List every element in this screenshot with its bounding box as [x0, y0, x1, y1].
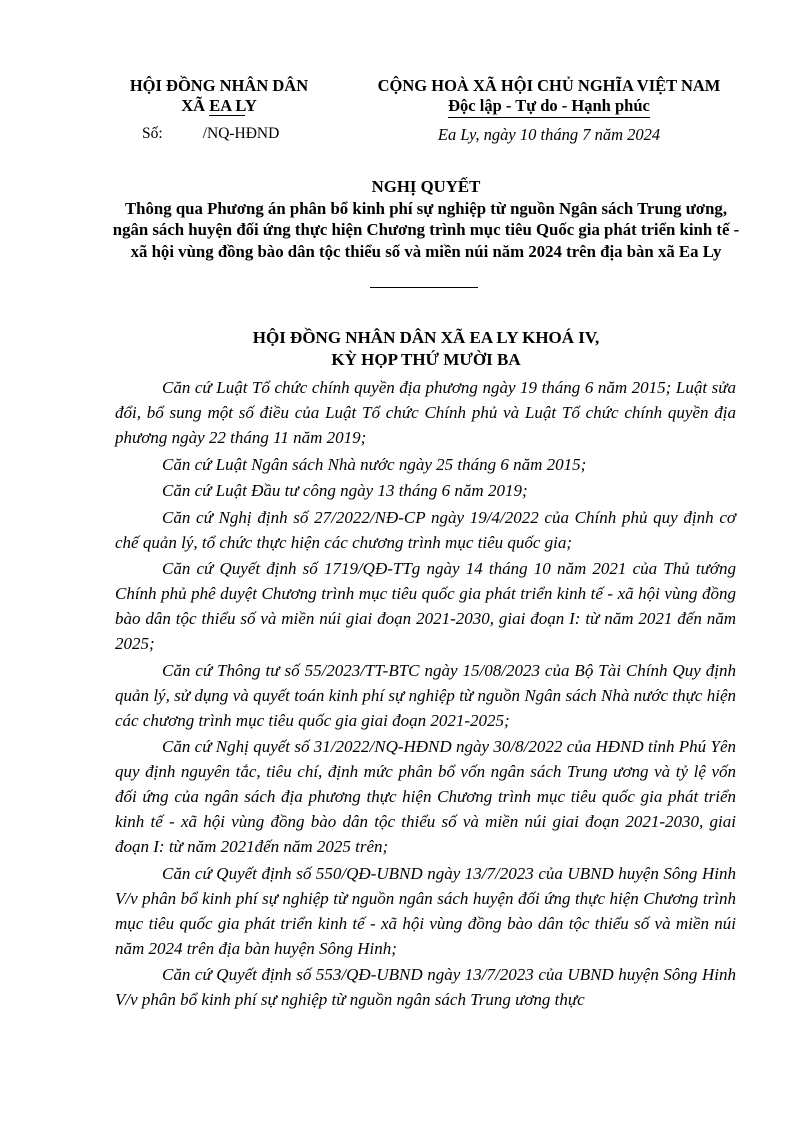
legal-basis-paragraph: Căn cứ Quyết định số 1719/QĐ-TTg ngày 14 tháng 10 năm 2021 của Thủ tướng Chính phủ phê duyệt Chương trình mục tiêu quốc gia phát triển kinh tế - xã hội vùng đồng bào dân tộc thiểu số và miền núi giai đoạn 2021-2030, giai đoạn I: từ năm 2021 đến năm 2025; [115, 559, 736, 653]
national-motto: Độc lập - Tự do - Hạnh phúc [448, 96, 650, 118]
country-name: CỘNG HOÀ XÃ HỘI CHỦ NGHĨA VIỆT NAM [377, 76, 721, 95]
legal-bases [115, 375, 736, 1014]
council-line-1: HỘI ĐỒNG NHÂN DÂN XÃ EA LY KHOÁ IV, [252, 328, 600, 347]
document-title [112, 176, 740, 262]
authority-line-2-prefix: XÃ [181, 96, 210, 115]
legal-basis-paragraph: Căn cứ Nghị định số 27/2022/NĐ-CP ngày 19/4/2022 của Chính phủ quy định cơ chế quản lý, tổ chức thực hiện các chương trình mục tiêu quốc gia; [115, 507, 736, 552]
issuing-authority [110, 76, 328, 116]
authority-line-2 [110, 96, 328, 116]
legal-basis-paragraph: Căn cứ Quyết định số 553/QĐ-UBND ngày 13/7/2023 của UBND huyện Sông Hinh V/v phân bổ kinh phí sự nghiệp từ nguồn ngân sách Trung ương thực [115, 965, 736, 1009]
title-divider [370, 287, 478, 288]
legal-basis-paragraph: Căn cứ Luật Đầu tư công ngày 13 tháng 6 năm 2019; [162, 481, 528, 500]
document-number [142, 125, 279, 143]
national-header [356, 76, 742, 118]
legal-basis-paragraph: Căn cứ Thông tư số 55/2023/TT-BTC ngày 15/08/2023 của Bộ Tài Chính Quy định quản lý, sử dụng và quyết toán kinh phí sự nghiệp từ nguồn Ngân sách Nhà nước thực hiện các chương trình mục tiêu quốc gia giai đoạn 2021-2025; [115, 660, 736, 730]
authority-line-2-suffix: Y [244, 96, 257, 115]
legal-basis-paragraph: Căn cứ Luật Ngân sách Nhà nước ngày 25 tháng 6 năm 2015; [162, 454, 587, 474]
place-date: Ea Ly, ngày 10 tháng 7 năm 2024 [437, 125, 661, 144]
document-subject: Thông qua Phương án phân bổ kinh phí sự nghiệp từ nguồn Ngân sách Trung ương, ngân sách huyện đối ứng thực hiện Chương trình mục tiêu Quốc gia phát triển kinh tế - xã hội vùng đồng bào dân tộc thiểu số và miền núi năm 2024 trên địa bàn xã Ea Ly [112, 198, 740, 261]
legal-basis-paragraph: Căn cứ Quyết định số 550/QĐ-UBND ngày 13/7/2023 của UBND huyện Sông Hinh V/v phân bổ kinh phí sự nghiệp từ nguồn ngân sách huyện đối ứng thực hiện Chương trình mục tiêu quốc gia phát triển kinh tế - xã hội vùng đồng bào dân tộc thiểu số và miền núi năm 2024 trên địa bàn huyện Sông Hinh; [115, 863, 736, 958]
document-type: NGHỊ QUYẾT [371, 177, 481, 196]
council-line-2: KỲ HỌP THỨ MƯỜI BA [331, 350, 521, 369]
legal-basis-paragraph: Căn cứ Nghị quyết số 31/2022/NQ-HĐND ngày 30/8/2022 của HĐND tỉnh Phú Yên quy định nguyên tắc, tiêu chí, định mức phân bổ vốn ngân sách Trung ương và tỷ lệ vốn đối ứng của ngân sách địa phương thực hiện Chương trình mục tiêu quốc gia phát triển kinh tế - xã hội vùng đồng bào dân tộc thiểu số và miền núi giai đoạn 2021-2030, giai đoạn I: từ năm 2021đến năm 2025 trên; [115, 737, 736, 856]
number-label: Số: [142, 125, 163, 142]
council-heading [112, 327, 740, 371]
number-code: /NQ-HĐND [202, 125, 280, 142]
legal-basis-paragraph: Căn cứ Luật Tổ chức chính quyền địa phương ngày 19 tháng 6 năm 2015; Luật sửa đổi, bổ sung một số điều của Luật Tổ chức Chính phủ và Luật Tổ chức chính quyền địa phương ngày 22 tháng 11 năm 2019; [115, 378, 736, 447]
authority-line-2-underlined: EA L [209, 96, 245, 115]
authority-line-1: HỘI ĐỒNG NHÂN DÂN [129, 76, 309, 95]
